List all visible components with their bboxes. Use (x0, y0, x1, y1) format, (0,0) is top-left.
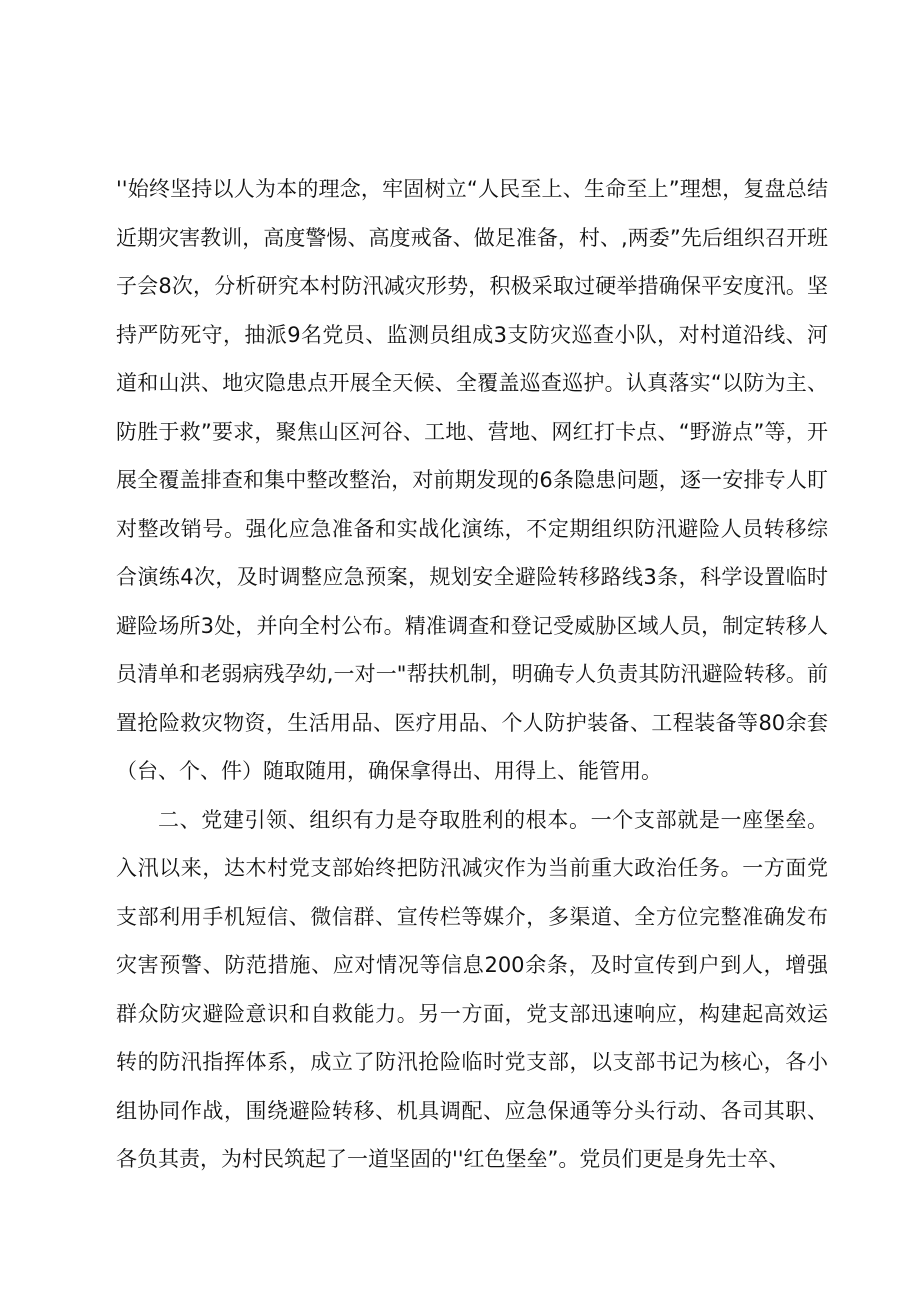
document-body (116, 165, 828, 1184)
paragraph-flood-measures: ''始终坚持以人为本的理念，牢固树立“人民至上、生命至上”理想，复盘总结近期灾害教训，高度警惕、高度戒备、做足准备，村、,两委”先后组织召开班子会8次，分析研究本村防汛减灾形势，积极采取过硬举措确保平安度汛。坚持严防死守，抽派9名党员、监测员组成3支防灾巡查小队，对村道沿线、河道和山洪、地灾隐患点开展全天候、全覆盖巡查巡护。认真落实“以防为主、防胜于救”要求，聚焦山区河谷、工地、营地、网红打卡点、“野游点”等，开展全覆盖排查和集中整改整治，对前期发现的6条隐患问题，逐一安排专人盯对整改销号。强化应急准备和实战化演练，不定期组织防汛避险人员转移综合演练4次，及时调整应急预案，规划安全避险转移路线3条，科学设置临时避险场所3处，并向全村公布。精准调查和登记受威胁区域人员，制定转移人员清单和老弱病残孕幼,一对一"帮扶机制，明确专人负责其防汛避险转移。前置抢险救灾物资，生活用品、医疗用品、个人防护装备、工程装备等80余套（台、个、件）随取随用，确保拿得出、用得上、能管用。 (116, 177, 828, 783)
paragraph-party-leadership: 二、党建引领、组织有力是夺取胜利的根本。一个支部就是一座堡垒。入汛以来，达木村党支部始终把防汛减灾作为当前重大政治任务。一方面党支部利用手机短信、微信群、宣传栏等媒介，多渠道、全方位完整准确发布灾害预警、防范措施、应对情况等信息200余条，及时宣传到户到人，增强群众防灾避险意识和自救能力。另一方面，党支部迅速响应，构建起高效运转的防汛指挥体系，成立了防汛抢险临时党支部，以支部书记为核心，各小组协同作战，围绕避险转移、机具调配、应急保通等分头行动、各司其职、各负其责，为村民筑起了一道坚固的''红色堡垒”。党员们更是身先士卒、 (116, 807, 828, 1171)
